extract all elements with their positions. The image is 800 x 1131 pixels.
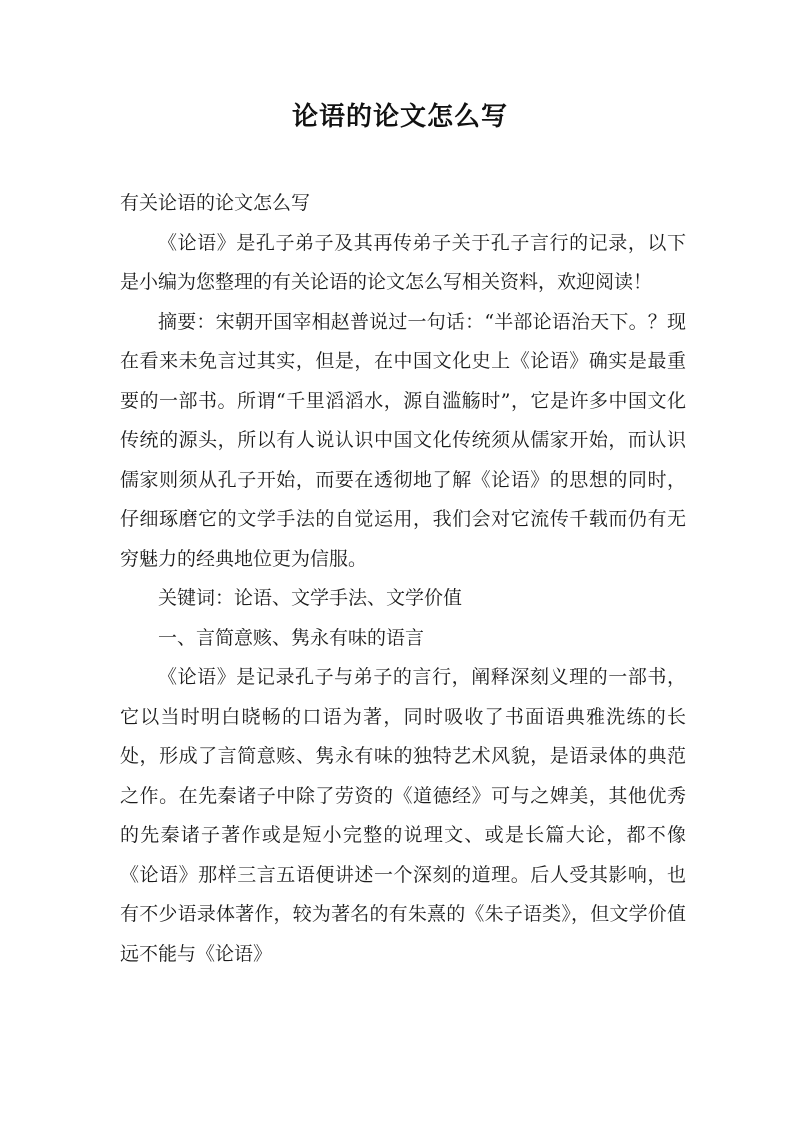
abstract-paragraph: 摘要：宋朝开国宰相赵普说过一句话：“半部论语治天下。？现在看来未免言过其实，但是，在中国文化史上《论语》确实是最重要的一部书。所谓“千里滔滔水，源自滥觞时”，它是许多中国文化传统的源头，所以有人说认识中国文化传统须从儒家开始，而认识儒家则须从孔子开始，而要在透彻地了解《论语》的思想的同时，仔细琢磨它的文学手法的自觉运用，我们会对它流传千载而仍有无穷魅力的经典地位更为信服。 — [120, 310, 686, 570]
section-heading: 一、言简意赅、隽永有味的语言 — [158, 626, 425, 649]
document-body — [120, 184, 686, 974]
keywords-paragraph: 关键词：论语、文学手法、文学价值 — [158, 587, 463, 609]
body-paragraph: 《论语》是记录孔子与弟子的言行，阐释深刻义理的一部书，它以当时明白晓畅的口语为著，同时吸收了书面语典雅洗练的长处，形成了言简意赅、隽永有味的独特艺术风貌，是语录体的典范之作。在先秦诸子中除了劳资的《道德经》可与之婢美，其他优秀的先秦诸子著作或是短小完整的说理文、或是长篇大论，都不像《论语》那样三言五语便讲述一个深刻的道理。后人受其影响，也有不少语录体著作，较为著名的有朱熹的《朱子语类》，但文学价值远不能与《论语》 — [120, 666, 686, 965]
document-title: 论语的论文怎么写 — [291, 102, 508, 132]
document-subtitle: 有关论语的论文怎么写 — [120, 192, 311, 214]
intro-paragraph: 《论语》是孔子弟子及其再传弟子关于孔子言行的记录，以下是小编为您整理的有关论语的论文怎么写相关资料，欢迎阅读！ — [120, 231, 686, 293]
